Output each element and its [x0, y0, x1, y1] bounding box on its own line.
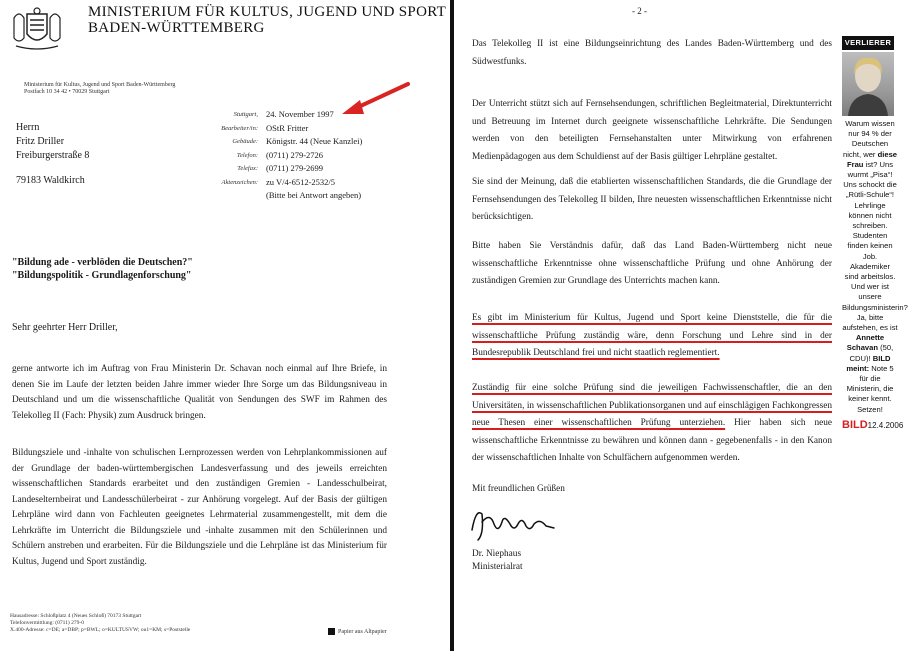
signature-block: [472, 548, 523, 574]
clipping-bold-1: diese Frau: [846, 149, 898, 169]
page2-paragraph-3: Sie sind der Meinung, daß die etablierten wissenschaftlichen Standards, die die Grundlage der Fernsehsendungen des Telekolleg II bilden, Ihre neuesten wissenschaftlichen Erkenntnisse nicht berücksichtigen.: [472, 177, 832, 222]
recipient-city: 79183 Waldkirch: [16, 175, 85, 186]
page-number: - 2 -: [632, 6, 647, 16]
meta-key-fax: Telefax:: [237, 165, 258, 172]
page2-paragraph-6: [472, 380, 832, 468]
page-divider: [450, 0, 454, 651]
letter-paragraph-1: gerne antworte ich im Auftrag von Frau Ministerin Dr. Schavan noch einmal auf Ihre Briefe, in denen Sie im Laufe der letzten beiden Jahre immer wieder Ihre Sorge um das Bildungsniveau in Deutschland und um die wissenschaftliche Qualität von Sendungen des SWF im Rahmen des Telekolleg II (Fach: Physik) zum Ausdruck bringen.: [12, 364, 387, 421]
clipping-text-2: ist? Uns wurmt „Pisa“! Uns schockt die „Rütli-Schule“! Lehrlinge können nicht schreiben. Studenten finden keinen Job. Akademiker sind arbeitslos. Und wer ist unsere Bildungsministerin? Ja, bitte aufstehen, es ist: [842, 159, 908, 333]
highlighted-passage-2: Zuständig für eine solche Prüfung sind die jeweiligen Fachwissenschaftler, die an den Universitäten, in wissenschaftlichen Publikationsorganen und auf einschlägigen Fachkongressen neue Thesen einer wissenschaftlichen Prüfung unterziehen.: [472, 383, 832, 428]
clipping-source-name: BILD: [842, 418, 868, 431]
signer-title: Ministerialrat: [472, 562, 523, 572]
letter-page-2: [456, 0, 908, 651]
meta-reference: zu V/4-6512-2532/5: [266, 176, 336, 187]
clipping-bold-2: Annette Schavan: [846, 333, 885, 353]
letter-footer: [10, 613, 190, 634]
clipping-tag: VERLIERER: [842, 36, 894, 50]
page2-paragraph-5: [472, 310, 832, 363]
footer-line-2: Telefonvermittlung: (0711) 279-0: [10, 620, 84, 626]
meta-building: Königstr. 44 (Neue Kanzlei): [266, 136, 363, 146]
highlighted-passage-1: Es gibt im Ministerium für Kultus, Jugend und Sport keine Dienststelle, die für die wissenschaftliche Prüfung zuständig wäre, denn Forschung und Lehre sind in der Bundesrepublik Deutschland frei und nicht staatlich reglementiert.: [472, 313, 832, 358]
handwritten-signature: [468, 500, 558, 545]
recipient-street: Freiburgerstraße 8: [16, 150, 90, 161]
recycled-paper-label: Papier aus Altpapier: [338, 628, 387, 635]
paragraph-6-rest: Hier haben sich neue wissenschaftliche Erkenntnisse zu bewähren und können dann - gegebenenfalls - in den Kanon der wissenschaftlichen Inhalte von Schulfächern aufgenommen werden.: [472, 418, 833, 463]
ministry-name: [88, 4, 446, 36]
page2-paragraph-1: Das Telekolleg II ist eine Bildungseinrichtung des Landes Baden-Württemberg und des Südwestfunks.: [472, 39, 832, 67]
meta-date: 24. November 1997: [266, 109, 334, 119]
sender-line-2: Postfach 10 34 42 • 70029 Stuttgart: [24, 89, 110, 95]
letter-paragraph-2: Bildungsziele und -inhalte von schulischen Lernprozessen werden von Lehrplankommissionen auf der Grundlage der baden-württembergischen Landesverfassung und des jeweils erreichten wissenschaftlichen Standards erarbeitet und den zuständigen Gremien - Landesschulbeirat, Landeselternbeirat und Landesschülerbeirat - zur Anhörung vorgelegt. Auf der Basis der gültigen Lehrpläne wird dann von Fachleuten geeignetes Lehrmaterial zusammengestellt, mit dem die Lehrkräfte im Unterricht die Bildungsziele und -inhalte zusammen mit den Schülerinnen und Schülern anstreben und erarbeiten. Für die Bildungsziele und die Lehrpläne ist das Ministerium für Kultus, Jugend und Sport zuständig.: [12, 448, 387, 567]
meta-phone: (0711) 279-2726: [266, 149, 324, 160]
clipping-source: [842, 418, 904, 431]
clipping-text-3: (50, CDU)!: [849, 343, 894, 363]
recycled-paper-note: [328, 628, 387, 635]
clipping-text-4: Note 5 für die Ministerin, die keiner kennt. Setzen!: [846, 363, 894, 414]
recycle-icon: [328, 628, 335, 635]
subject-line-2: "Bildungspolitik - Grundlagenforschung": [12, 270, 192, 281]
letter-page-1: [0, 0, 450, 651]
footer-line-3: X.400-Adresse: c=DE; a=DBP; p=BWL; o=KULTUSVW; ou1=KM; s=Poststelle: [10, 627, 191, 633]
sender-return-address: [24, 82, 175, 96]
closing-phrase: Mit freundlichen Grüßen: [472, 484, 565, 494]
coat-of-arms-icon: [10, 6, 64, 52]
ministry-line-2: BADEN-WÜRTTEMBERG: [88, 20, 265, 36]
recipient-name: Fritz Driller: [16, 136, 65, 147]
meta-fax: (0711) 279-2699: [266, 163, 324, 173]
clipping-text-1: Warum wissen nur 94 % der Deutschen nicht, wer: [842, 119, 895, 159]
meta-key-building: Gebäude:: [232, 138, 258, 145]
signer-name: Dr. Niephaus: [472, 549, 522, 559]
ministry-line-1: MINISTERIUM FÜR KULTUS, JUGEND UND SPORT: [88, 4, 447, 20]
meta-key-phone: Telefon:: [236, 151, 258, 159]
newspaper-clipping: [842, 36, 908, 460]
red-arrow-icon: [340, 82, 410, 116]
portrait-photo: [842, 52, 894, 116]
recipient-address: [16, 121, 89, 188]
sender-line-1: Ministerium für Kultus, Jugend und Sport Baden-Württemberg: [24, 82, 176, 88]
meta-reference-note: (Bitte bei Antwort angeben): [266, 190, 362, 200]
meta-clerk: OStR Fritter: [266, 122, 309, 133]
clipping-source-date: 12.4.2006: [867, 420, 904, 430]
page2-paragraph-2: Der Unterricht stützt sich auf Fernsehsendungen, schriftlichen Begleitmaterial, Direktunterricht und Betreuung im Internet durch geeignete wissenschaftliche Lehrkräfte. Die Sendungen werden von den beteiligten Fernsehanstalten unter Mitwirkung von erfahrenen Medienpädagogen aus dem Schuldienst auf der Basis gültiger Lehrpläne gestaltet.: [472, 99, 832, 162]
clipping-text: [842, 119, 908, 415]
letter-meta-block: [200, 108, 362, 203]
meta-key-clerk: Bearbeiter/in:: [221, 124, 258, 132]
clipping-bold-3: BILD meint:: [846, 353, 891, 373]
recipient-salutation: Herrn: [16, 122, 40, 133]
letter-greeting: Sehr geehrter Herr Driller,: [12, 322, 118, 333]
footer-line-1: Hausadresse: Schloßplatz 4 (Neues Schloß) 70173 Stuttgart: [10, 613, 142, 619]
meta-key-reference: Aktenzeichen:: [221, 178, 258, 186]
subject-lines: [12, 256, 193, 282]
subject-line-1: "Bildung ade - verblöden die Deutschen?": [12, 257, 193, 268]
meta-key-date: Stuttgart,: [233, 111, 258, 118]
portrait-image-icon: [842, 52, 894, 116]
page2-paragraph-4: Bitte haben Sie Verständnis dafür, daß das Land Baden-Württemberg nicht neue wissenschaftliche Erkenntnisse ohne wissenschaftliche Prüfung und ohne Anhörung der zuständigen Gremien zur Grundlage des Unterrichts machen kann.: [472, 241, 832, 286]
